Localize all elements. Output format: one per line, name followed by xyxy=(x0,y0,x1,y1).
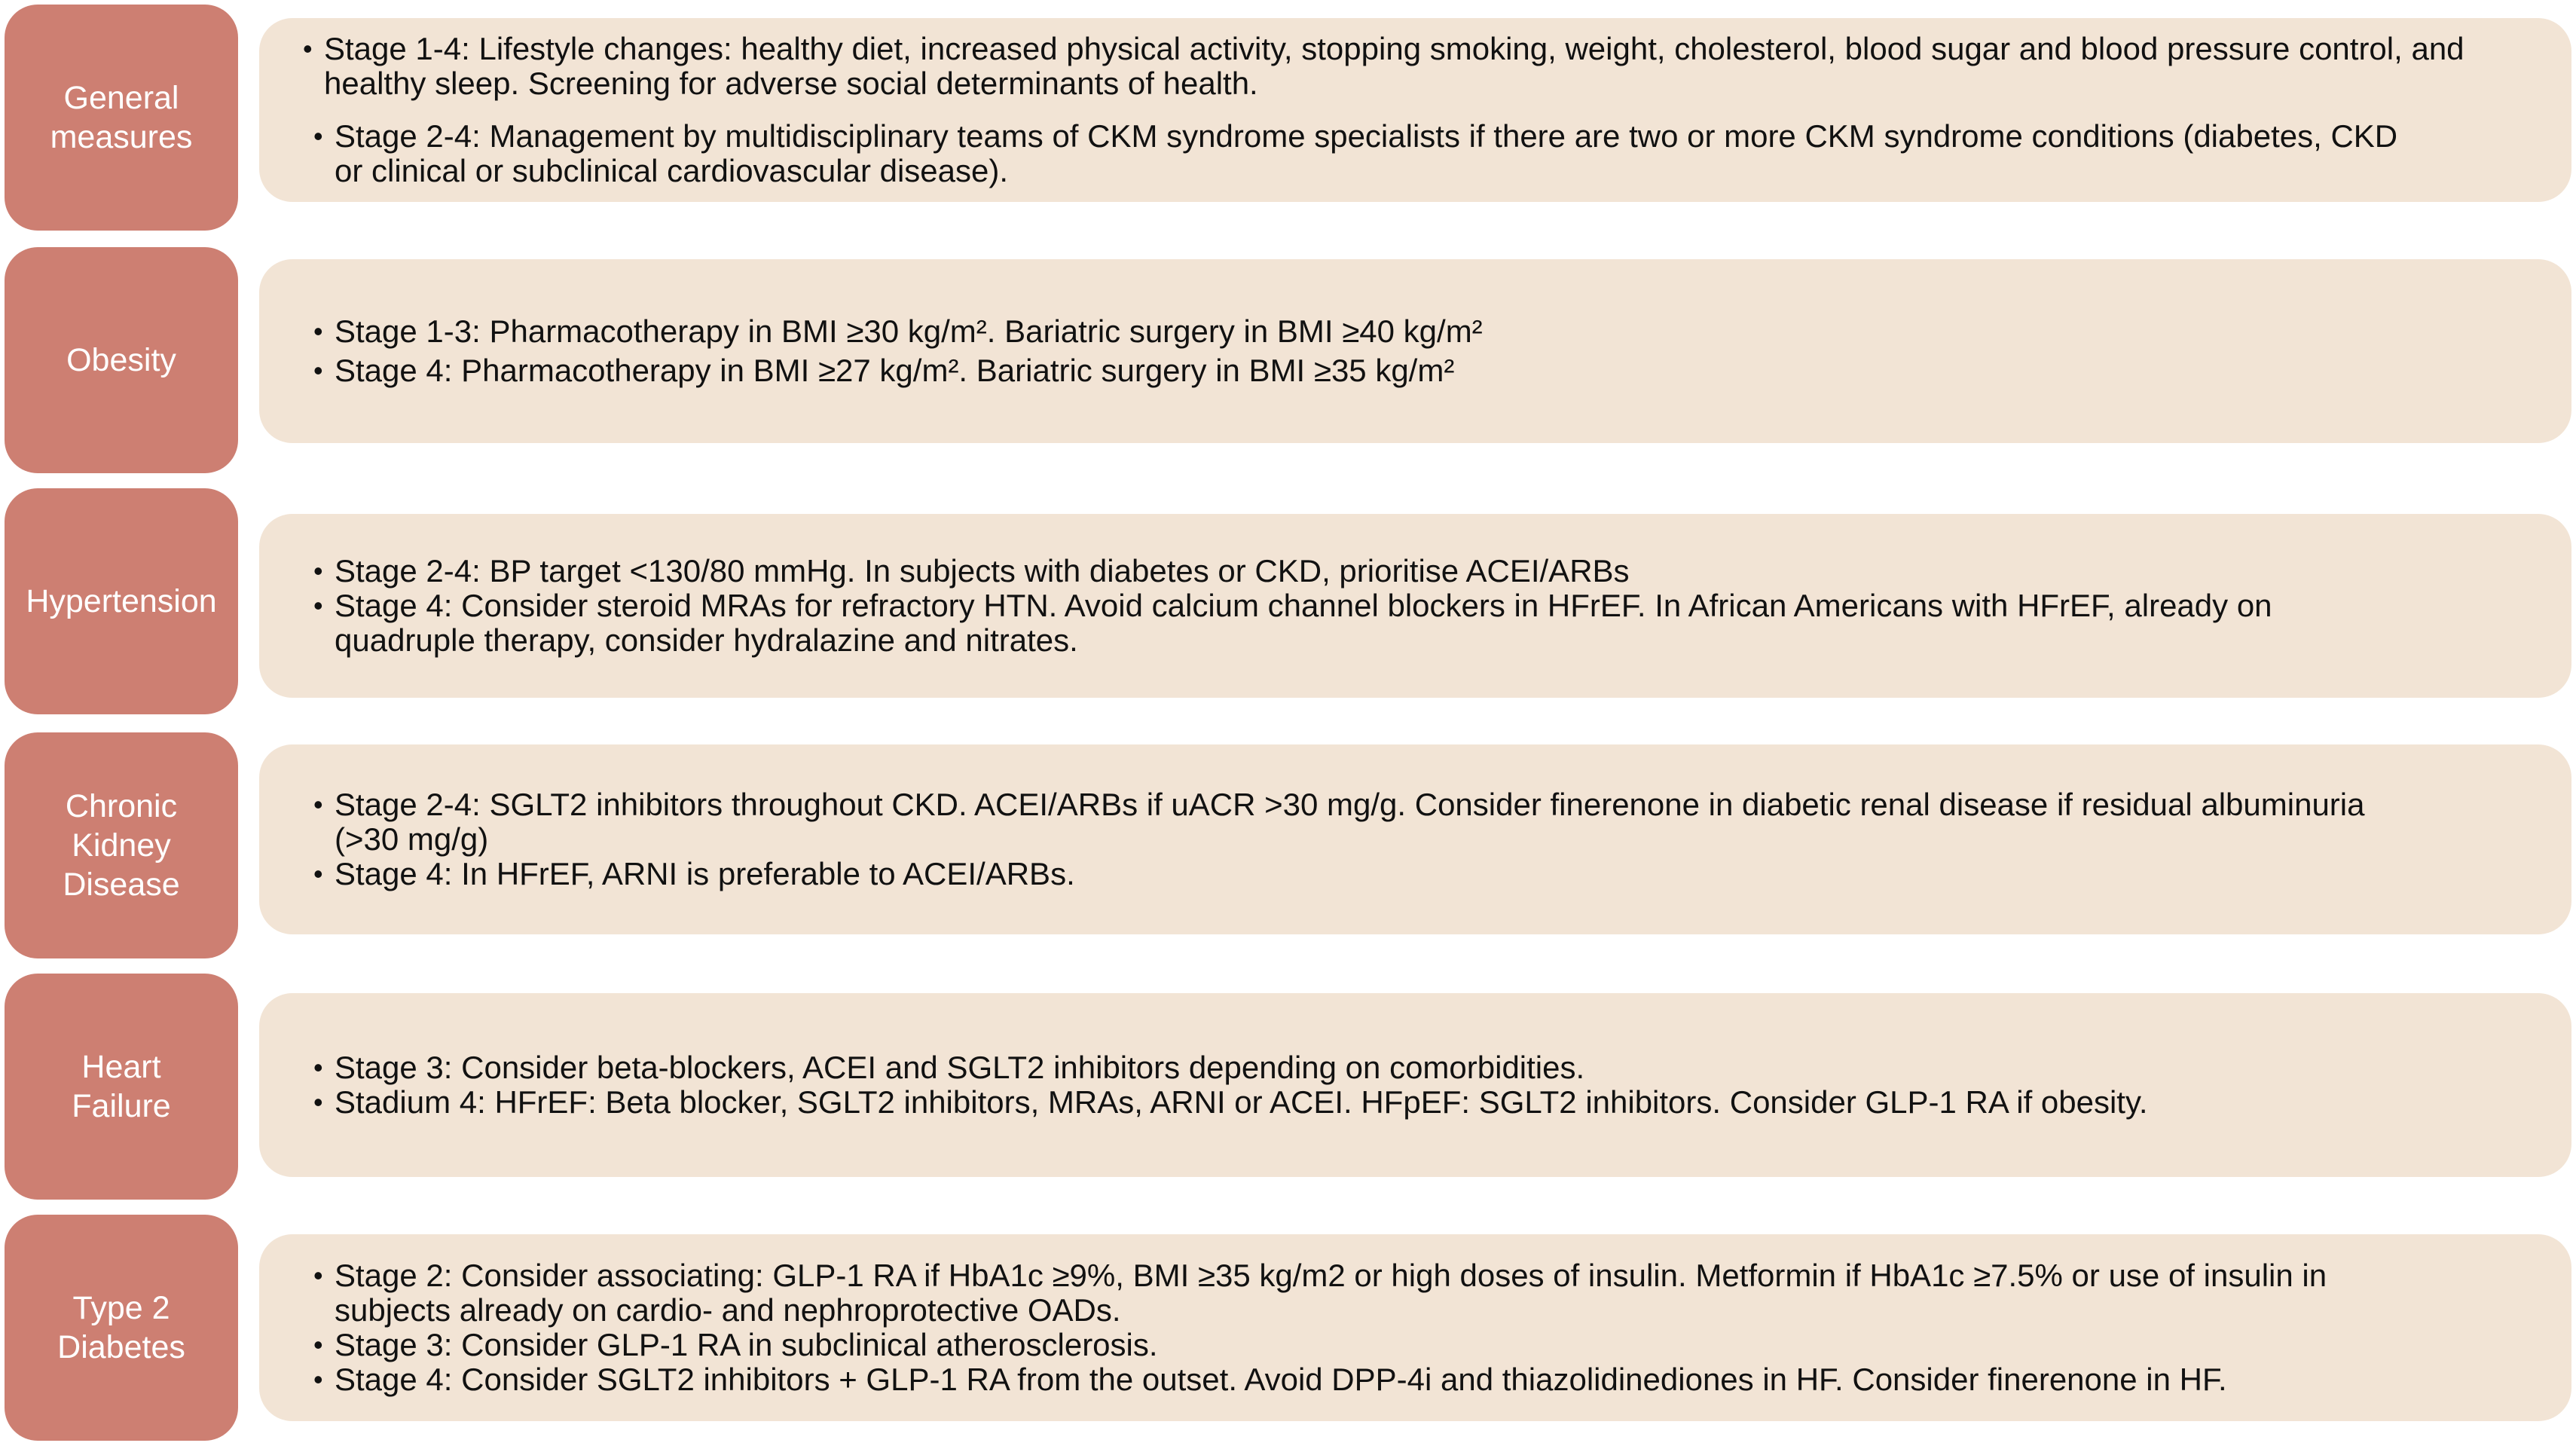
label-hypertension: Hypertension xyxy=(5,488,238,714)
content-general-measures xyxy=(259,18,2571,202)
bullet-item: • Stage 3: Consider beta-blockers, ACEI and SGLT2 inhibitors depending on comorbidities. xyxy=(313,1050,2526,1085)
bullet-item: • Stadium 4: HFrEF: Beta blocker, SGLT2 inhibitors, MRAs, ARNI or ACEI. HFpEF: SGLT2 inhibitors. Consider GLP-1 RA if obesity. xyxy=(313,1085,2526,1120)
label-general-measures: General measures xyxy=(5,5,238,231)
bullet-item: • Stage 2-4: SGLT2 inhibitors throughout CKD. ACEI/ARBs if uACR >30 mg/g. Consider finerenone in diabetic renal disease if residual albuminuria (>30 mg/g) xyxy=(313,787,2414,857)
content-chronic-kidney-disease xyxy=(259,744,2571,934)
bullet-item: • Stage 2-4: Management by multidisciplinary teams of CKM syndrome specialists if there are two or more CKM syndrome conditions (diabetes, CKD or clinical or subclinical cardiovascular disease). xyxy=(313,119,2414,188)
content-hypertension xyxy=(259,514,2571,698)
bullet-item: • Stage 1-4: Lifestyle changes: healthy diet, increased physical activity, stopping smoking, weight, cholesterol, blood sugar and blood pressure control, and healthy sleep. Screening for adverse social determinants of health. xyxy=(303,32,2509,101)
label-type-2-diabetes: Type 2 Diabetes xyxy=(5,1215,238,1441)
label-chronic-kidney-disease: Chronic Kidney Disease xyxy=(5,732,238,958)
bullet-item: • Stage 3: Consider GLP-1 RA in subclinical atherosclerosis. xyxy=(313,1328,2526,1362)
bullet-item: • Stage 1-3: Pharmacotherapy in BMI ≥30 kg/m². Bariatric surgery in BMI ≥40 kg/m² xyxy=(313,314,2526,349)
bullet-item: • Stage 4: Consider steroid MRAs for refractory HTN. Avoid calcium channel blockers in HFrEF. In African Americans with HFrEF, already on quadruple therapy, consider hydralazine and nitrates. xyxy=(313,588,2324,658)
content-obesity xyxy=(259,259,2571,443)
bullet-item: • Stage 4: In HFrEF, ARNI is preferable to ACEI/ARBs. xyxy=(313,857,2526,891)
row-hypertension xyxy=(0,482,2576,723)
row-general-measures xyxy=(0,0,2576,241)
label-obesity: Obesity xyxy=(5,247,238,473)
label-heart-failure: Heart Failure xyxy=(5,974,238,1200)
bullet-item: • Stage 4: Pharmacotherapy in BMI ≥27 kg/m². Bariatric surgery in BMI ≥35 kg/m² xyxy=(313,353,2526,388)
content-heart-failure xyxy=(259,993,2571,1177)
bullet-item: • Stage 2-4: BP target <130/80 mmHg. In subjects with diabetes or CKD, prioritise ACEI/ARBs xyxy=(313,554,2526,588)
bullet-item: • Stage 2: Consider associating: GLP-1 RA if HbA1c ≥9%, BMI ≥35 kg/m2 or high doses of insulin. Metformin if HbA1c ≥7.5% or use of insulin in subjects already on cardio- and nephroprotective OADs. xyxy=(313,1258,2414,1328)
row-type-2-diabetes xyxy=(0,1206,2576,1446)
row-obesity xyxy=(0,241,2576,482)
row-heart-failure xyxy=(0,965,2576,1206)
row-chronic-kidney-disease xyxy=(0,723,2576,965)
content-type-2-diabetes xyxy=(259,1234,2571,1421)
bullet-item: • Stage 4: Consider SGLT2 inhibitors + GLP-1 RA from the outset. Avoid DPP-4i and thiazolidinediones in HF. Consider finerenone in HF. xyxy=(313,1362,2354,1397)
